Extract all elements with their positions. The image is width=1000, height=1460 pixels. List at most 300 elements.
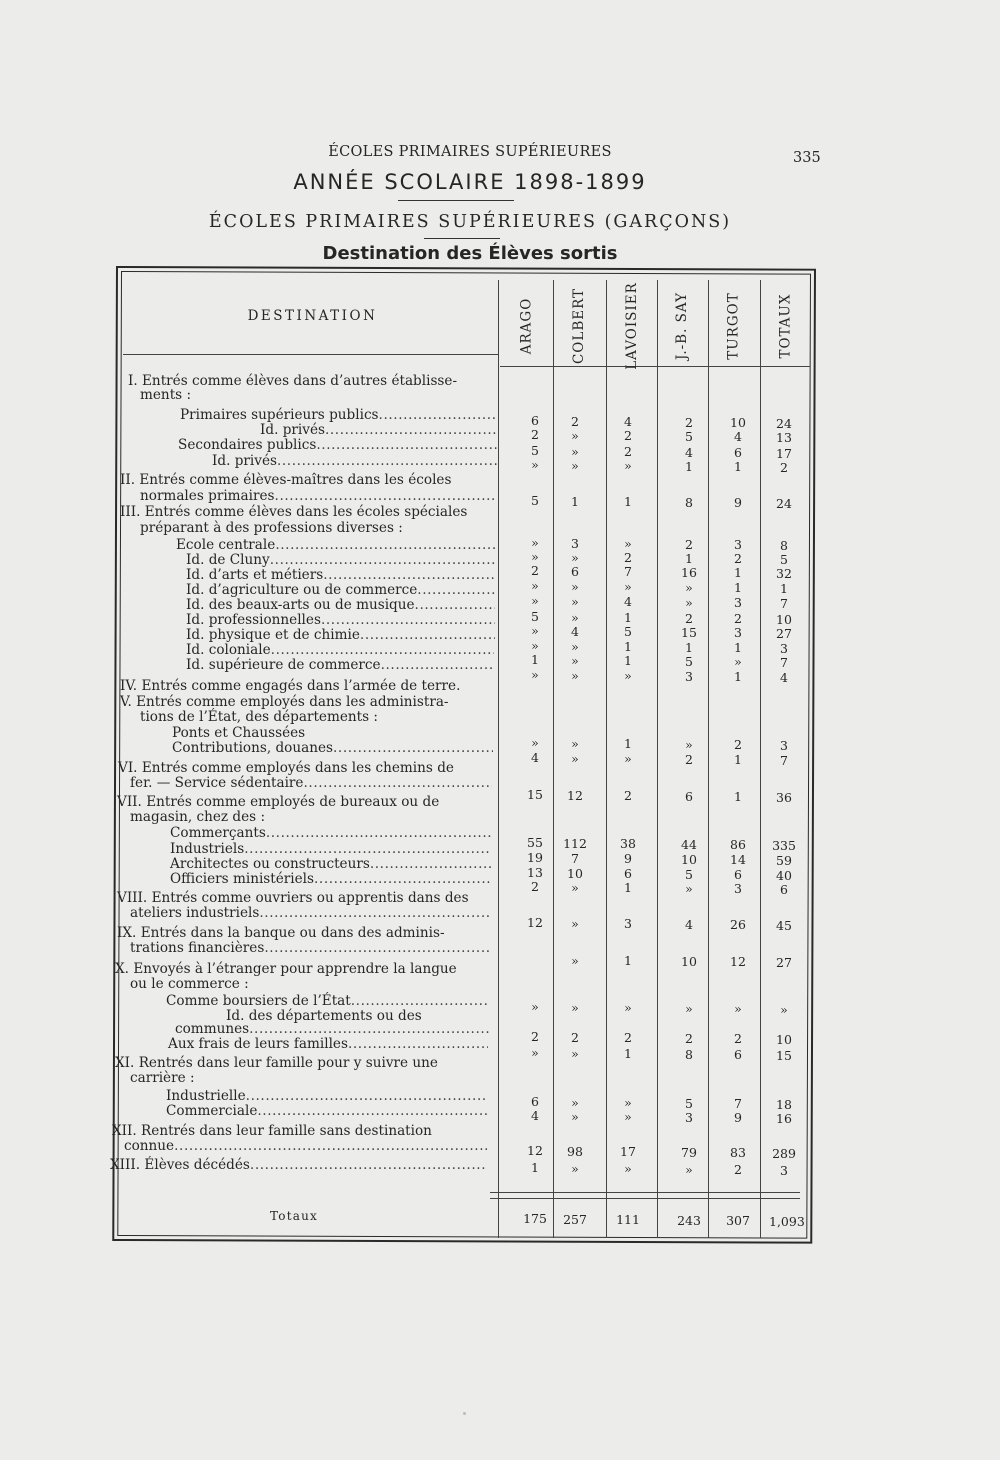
table-cell: 1: [734, 580, 742, 596]
table-cell: 3: [685, 1109, 693, 1125]
row-label: XI. Rentrés dans leur famille pour y suivre une: [115, 1055, 438, 1071]
column-divider: [657, 280, 658, 1238]
table-cell: 10: [730, 415, 746, 431]
dot-leader: [271, 643, 494, 657]
table-cell: »: [571, 427, 579, 443]
table-cell: 79: [681, 1144, 697, 1160]
row-label: [186, 598, 495, 612]
table-cell: 9: [734, 495, 742, 511]
dot-leader: [415, 598, 495, 612]
table-cell: 16: [681, 564, 697, 580]
row-label: Id. des départements ou des: [226, 1008, 422, 1024]
table-cell: 6: [571, 563, 579, 579]
row-label-text: Contributions, douanes: [172, 740, 333, 756]
table-cell: 7: [571, 850, 579, 866]
row-label: [140, 489, 497, 503]
table-cell: 15: [776, 1047, 792, 1063]
table-cell: 3: [734, 625, 742, 641]
table-cell: 1: [734, 789, 742, 805]
table-cell: 4: [780, 669, 788, 685]
table-cell: 38: [620, 836, 636, 852]
table-cell: 2: [624, 1030, 632, 1046]
column-header-label: TOTAUX: [778, 293, 795, 359]
table-cell: 27: [776, 625, 792, 641]
row-label: [166, 994, 489, 1008]
table-cell: 2: [624, 788, 632, 804]
table-cell: 15: [681, 624, 697, 640]
table-cell: 44: [681, 836, 697, 852]
table-cell: 2: [571, 1029, 579, 1045]
column-divider: [553, 280, 554, 1238]
totals-cell: 307: [726, 1213, 750, 1229]
table-cell: »: [624, 1000, 632, 1016]
table-cell: 1: [531, 1160, 539, 1175]
row-label: [124, 1139, 487, 1153]
row-label: [186, 613, 495, 627]
row-label-text: Id. coloniale: [186, 642, 271, 658]
table-cell: 10: [681, 851, 697, 867]
table-cell: 7: [780, 595, 788, 611]
row-label: [130, 776, 492, 790]
table-cell: 83: [730, 1145, 746, 1161]
table-cell: »: [571, 1160, 579, 1176]
table-cell: 2: [531, 563, 539, 578]
totals-cell: 1,093: [769, 1213, 805, 1229]
row-label-text: Id. supérieure de commerce: [186, 657, 381, 673]
table-cell: »: [624, 751, 632, 767]
row-label-text: Commerçants: [170, 825, 266, 841]
table-cell: 86: [730, 837, 746, 853]
table-cell: 2: [685, 610, 693, 626]
dot-leader: [321, 613, 495, 627]
table-cell: 10: [776, 611, 792, 627]
table-cell: 335: [772, 837, 796, 853]
table-cell: 17: [776, 445, 792, 461]
dot-leader: [351, 994, 489, 1008]
row-label-text: Industrielle: [166, 1088, 246, 1104]
table-cell: 55: [527, 835, 543, 850]
table-cell: 7: [624, 564, 632, 580]
table-cell: 3: [780, 640, 788, 656]
dot-leader: [275, 489, 497, 503]
column-divider: [606, 280, 607, 1238]
table-cell: »: [624, 579, 632, 595]
table-cell: 1: [734, 565, 742, 581]
table-cell: 2: [685, 414, 693, 430]
row-label: III. Entrés comme élèves dans les écoles spéciales: [120, 504, 468, 520]
table-cell: 2: [624, 444, 632, 460]
paper-speck: [463, 1412, 466, 1415]
table-cell: 40: [776, 867, 792, 883]
row-label: [175, 1022, 489, 1036]
row-label: [166, 1089, 488, 1103]
dot-leader: [250, 1158, 487, 1172]
table-cell: 6: [780, 881, 788, 897]
destination-header: DESTINATION: [247, 308, 378, 324]
title-rule: [398, 200, 514, 201]
table-cell: »: [571, 593, 579, 609]
table-cell: »: [734, 1001, 742, 1017]
table-cell: 1: [734, 640, 742, 656]
table-cell: 4: [531, 750, 539, 765]
dot-leader: [323, 568, 495, 582]
row-label: [130, 941, 490, 955]
table-cell: »: [685, 736, 693, 752]
table-cell: 13: [776, 429, 792, 445]
table-cell: 2: [571, 413, 579, 429]
table-cell: »: [571, 879, 579, 895]
table-cell: 2: [685, 1030, 693, 1046]
table-cell: 14: [730, 852, 746, 868]
dot-leader: [333, 741, 493, 755]
table-cell: 2: [734, 737, 742, 753]
row-label-text: Ecole centrale: [176, 537, 276, 553]
table-cell: »: [571, 999, 579, 1015]
table-cell: 9: [734, 1110, 742, 1126]
row-label: V. Entrés comme employés dans les administra-: [120, 694, 449, 710]
dot-leader: [257, 1104, 487, 1118]
table-cell: 18: [776, 1096, 792, 1112]
table-cell: 1: [624, 880, 632, 896]
row-label: IV. Entrés comme engagés dans l’armée de terre.: [120, 678, 461, 694]
table-cell: 2: [624, 428, 632, 444]
table-cell: 1: [531, 652, 539, 667]
table-cell: »: [685, 1000, 693, 1016]
row-label: [172, 741, 493, 755]
table-cell: »: [531, 638, 539, 653]
table-cell: »: [571, 652, 579, 668]
row-label: VI. Entrés comme employés dans les chemins de: [118, 760, 454, 776]
row-label: magasin, chez des :: [130, 809, 266, 825]
table-cell: 5: [531, 493, 539, 508]
table-title: Destination des Élèves sortis: [322, 243, 618, 264]
table-cell: 4: [624, 594, 632, 610]
table-cell: 3: [624, 916, 632, 932]
table-cell: »: [531, 999, 539, 1014]
table-cell: »: [571, 750, 579, 766]
table-cell: 2: [685, 536, 693, 552]
table-cell: 59: [776, 852, 792, 868]
table-cell: 6: [734, 867, 742, 883]
row-label: [178, 438, 497, 452]
dot-leader: [303, 776, 492, 790]
column-header: [500, 290, 553, 362]
row-label: [180, 408, 498, 422]
row-label: ou le commerce :: [130, 976, 249, 992]
table-cell: 12: [527, 915, 543, 930]
dot-leader: [275, 538, 496, 552]
table-cell: 1: [571, 493, 579, 509]
table-cell: »: [571, 609, 579, 625]
table-cell: 1: [624, 1046, 632, 1062]
table-cell: 5: [624, 624, 632, 640]
table-cell: 2: [685, 751, 693, 767]
row-label-text: trations financières: [130, 940, 265, 956]
table-cell: 15: [527, 787, 543, 802]
dot-leader: [370, 857, 491, 871]
column-header-label: LAVOISIER: [623, 282, 640, 370]
table-cell: 5: [685, 1095, 693, 1111]
row-label-text: Id. d’arts et métiers: [186, 567, 324, 583]
column-divider: [708, 280, 709, 1238]
table-cell: 1: [734, 752, 742, 768]
table-cell: »: [571, 578, 579, 594]
row-label: Ponts et Chaussées: [172, 725, 306, 741]
row-label: [186, 658, 494, 672]
table-cell: 1: [624, 639, 632, 655]
table-cell: »: [624, 536, 632, 552]
table-cell: 2: [531, 1029, 539, 1044]
row-label-text: Comme boursiers de l’État: [166, 993, 351, 1009]
table-cell: »: [734, 654, 742, 670]
row-label: tions de l’État, des départements :: [140, 709, 379, 725]
table-cell: 1: [734, 459, 742, 475]
table-cell: 2: [734, 1031, 742, 1047]
row-label: carrière :: [130, 1070, 195, 1086]
table-cell: »: [624, 1109, 632, 1125]
table-cell: 6: [531, 1094, 539, 1109]
table-cell: »: [685, 1161, 693, 1177]
row-label: [186, 568, 495, 582]
header-rule: [123, 354, 498, 355]
dot-leader: [348, 1037, 488, 1051]
row-label-text: Secondaires publics: [178, 437, 317, 453]
table-cell: 4: [734, 429, 742, 445]
column-header: [553, 287, 606, 365]
row-label: [212, 454, 497, 468]
row-label: ments :: [140, 387, 192, 403]
table-cell: 1: [685, 550, 693, 566]
row-label-text: Industriels: [170, 841, 245, 857]
table-cell: 8: [685, 1046, 693, 1062]
totals-rule: [490, 1192, 800, 1193]
table-cell: »: [571, 638, 579, 654]
column-header-label: ARAGO: [518, 297, 535, 355]
table-cell: 6: [624, 866, 632, 882]
dot-leader: [325, 423, 498, 437]
table-cell: 36: [776, 789, 792, 805]
column-divider: [498, 280, 499, 1238]
table-cell: 4: [685, 916, 693, 932]
dot-leader: [259, 906, 490, 920]
table-cell: »: [531, 593, 539, 608]
running-title: ÉCOLES PRIMAIRES SUPÉRIEURES: [328, 144, 612, 160]
table-cell: »: [571, 549, 579, 565]
table-cell: 2: [734, 551, 742, 567]
header-rule: [500, 366, 810, 367]
row-label: XII. Rentrés dans leur famille sans destination: [112, 1123, 432, 1139]
table-cell: 27: [776, 954, 792, 970]
row-label-text: Id. de Cluny: [186, 552, 270, 568]
table-cell: 5: [685, 866, 693, 882]
row-label-text: Id. privés: [212, 453, 277, 469]
table-cell: 4: [685, 444, 693, 460]
row-label: préparant à des professions diverses :: [140, 520, 403, 536]
table-cell: »: [685, 880, 693, 896]
row-label: VIII. Entrés comme ouvriers ou apprentis dans des: [117, 890, 469, 906]
table-cell: 12: [567, 787, 583, 803]
table-cell: 3: [685, 668, 693, 684]
row-label: [170, 857, 491, 871]
dot-leader: [360, 628, 495, 642]
table-cell: »: [531, 457, 539, 472]
table-cell: 3: [734, 881, 742, 897]
totals-cell: 243: [677, 1212, 701, 1228]
column-header: [606, 282, 657, 370]
table-cell: 8: [685, 494, 693, 510]
table-cell: 3: [734, 595, 742, 611]
table-cell: 3: [780, 737, 788, 753]
table-cell: 1: [624, 653, 632, 669]
row-label: IX. Entrés dans la banque ou dans des adminis-: [117, 925, 445, 941]
column-header-label: TURGOT: [726, 292, 742, 360]
table-cell: »: [531, 667, 539, 682]
dot-leader: [277, 454, 497, 468]
table-cell: 2: [624, 550, 632, 566]
subtitle: ÉCOLES PRIMAIRES SUPÉRIEURES (GARÇONS): [208, 212, 732, 232]
row-label-text: Aux frais de leurs familles: [168, 1036, 348, 1052]
dot-leader: [244, 842, 491, 856]
table-cell: 1: [734, 669, 742, 685]
table-cell: 26: [730, 917, 746, 933]
row-label-text: Officiers ministériels: [170, 871, 314, 887]
table-cell: 10: [681, 953, 697, 969]
table-cell: 1: [685, 639, 693, 655]
row-label: [130, 906, 490, 920]
table-cell: 1: [624, 736, 632, 752]
row-label-text: normales primaires: [140, 488, 275, 504]
table-cell: »: [685, 579, 693, 595]
table-cell: 9: [624, 851, 632, 867]
totals-rule: [490, 1198, 800, 1199]
row-label-text: Id. d’agriculture ou de commerce: [186, 582, 418, 598]
table-cell: 1: [685, 458, 693, 474]
table-cell: »: [571, 667, 579, 683]
table-cell: 24: [776, 415, 792, 431]
table-cell: 32: [776, 565, 792, 581]
row-label-text: XIII. Élèves décédés: [110, 1157, 250, 1173]
table-cell: 1: [624, 953, 632, 969]
table-cell: »: [571, 915, 579, 931]
table-cell: 12: [730, 954, 746, 970]
table-cell: »: [531, 1045, 539, 1060]
table-cell: 6: [734, 445, 742, 461]
row-label-text: communes: [175, 1021, 250, 1037]
table-cell: »: [531, 578, 539, 593]
column-header: [657, 290, 708, 362]
column-header: [708, 290, 760, 362]
row-label-text: Id. privés: [260, 422, 325, 438]
table-cell: 4: [571, 623, 579, 639]
dot-leader: [249, 1022, 489, 1036]
row-label: VII. Entrés comme employés de bureaux ou de: [117, 794, 440, 810]
row-label: [260, 423, 498, 437]
table-cell: 12: [527, 1143, 543, 1158]
table-cell: 5: [780, 551, 788, 567]
table-cell: 3: [780, 1162, 788, 1178]
row-label: [170, 842, 491, 856]
totals-cell: 175: [523, 1211, 547, 1226]
table-cell: 2: [531, 879, 539, 894]
table-cell: 7: [734, 1096, 742, 1112]
totals-label: Totaux: [270, 1209, 318, 1223]
row-label-text: ateliers industriels: [130, 905, 260, 921]
table-cell: »: [571, 1045, 579, 1061]
table-cell: 6: [685, 788, 693, 804]
table-cell: 17: [620, 1144, 636, 1160]
table-cell: 6: [531, 413, 539, 428]
table-cell: 2: [531, 427, 539, 442]
table-cell: 2: [734, 1162, 742, 1178]
dot-leader: [379, 408, 498, 422]
row-label: [186, 643, 494, 657]
row-label: [166, 1104, 487, 1118]
table-cell: »: [571, 457, 579, 473]
table-cell: 5: [685, 653, 693, 669]
table-cell: 13: [527, 865, 543, 880]
column-header-label: COLBERT: [571, 287, 588, 365]
table-cell: »: [571, 735, 579, 751]
dot-leader: [264, 941, 490, 955]
table-cell: 1: [624, 610, 632, 626]
year-title: ANNÉE SCOLAIRE 1898-1899: [293, 170, 647, 194]
row-label: [186, 583, 495, 597]
table-cell: 98: [567, 1143, 583, 1159]
row-label-text: Commerciale: [166, 1103, 258, 1119]
column-header-label: J.-B. SAY: [674, 291, 691, 361]
dot-leader: [246, 1089, 488, 1103]
row-label: [176, 538, 496, 552]
table-cell: »: [571, 1108, 579, 1124]
table-cell: »: [531, 549, 539, 564]
table-cell: »: [624, 458, 632, 474]
totals-cell: 111: [616, 1212, 640, 1228]
table-cell: »: [531, 535, 539, 550]
dot-leader: [174, 1139, 487, 1153]
row-label-text: Id. physique et de chimie: [186, 627, 360, 643]
table-cell: »: [685, 594, 693, 610]
row-label-text: Architectes ou constructeurs: [170, 856, 370, 872]
row-label: II. Entrés comme élèves-maîtres dans les écoles: [120, 472, 452, 488]
table-cell: »: [780, 1001, 788, 1017]
table-cell: 2: [780, 459, 788, 475]
table-cell: 4: [531, 1108, 539, 1123]
row-label: [170, 826, 492, 840]
table-cell: »: [624, 1161, 632, 1177]
table-cell: »: [571, 952, 579, 968]
table-cell: 112: [563, 835, 587, 851]
table-cell: 1: [624, 494, 632, 510]
table-cell: »: [531, 623, 539, 638]
table-cell: 5: [531, 443, 539, 458]
table-cell: 7: [780, 654, 788, 670]
column-divider: [760, 280, 761, 1238]
subtitle-rule: [424, 238, 500, 239]
table-cell: »: [624, 1095, 632, 1111]
dot-leader: [381, 658, 494, 672]
row-label: [168, 1037, 488, 1051]
table-cell: 8: [780, 537, 788, 553]
table-cell: 5: [531, 609, 539, 624]
table-cell: »: [571, 1094, 579, 1110]
dot-leader: [266, 826, 492, 840]
row-label: [186, 628, 495, 642]
table-cell: »: [531, 735, 539, 750]
table-cell: 6: [734, 1047, 742, 1063]
row-label-text: connue: [124, 1138, 175, 1154]
row-label-text: fer. — Service sédentaire: [130, 775, 304, 791]
table-cell: 5: [685, 428, 693, 444]
